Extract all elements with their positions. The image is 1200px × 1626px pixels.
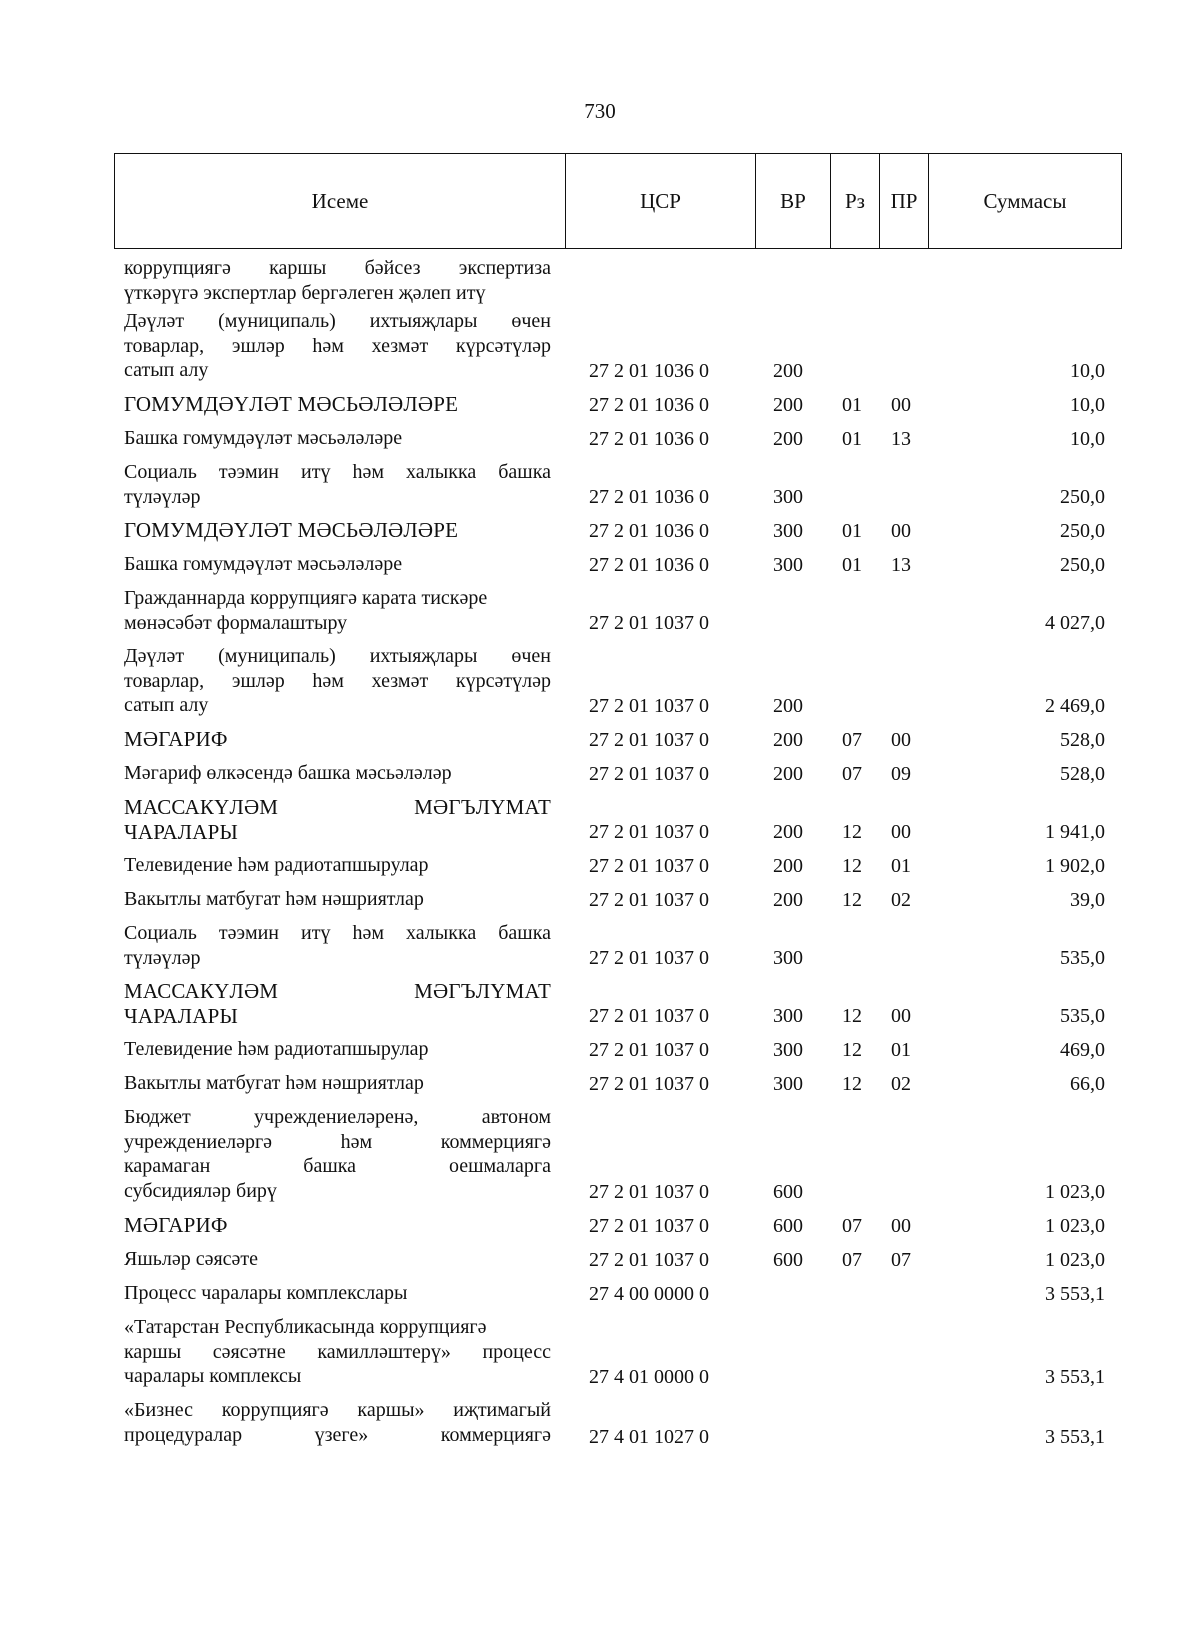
row-vr: 300 [773, 1073, 803, 1095]
row-pr: 00 [891, 394, 911, 416]
row-name-line: коррупциягә каршы бәйсез экспертиза [124, 257, 551, 279]
row-pr: 01 [891, 855, 911, 877]
row-rz: 07 [842, 729, 862, 751]
row-sum: 2 469,0 [1045, 695, 1105, 717]
row-sum: 535,0 [1060, 947, 1105, 969]
row-name-line: товарлар, эшләр һәм хезмәт күрсәтүләр [124, 334, 551, 357]
row-csr: 27 2 01 1037 0 [589, 763, 709, 785]
table-row [0, 975, 1200, 1033]
row-name [124, 518, 551, 543]
row-vr: 600 [773, 1215, 803, 1237]
header-sum: Суммасы [929, 154, 1122, 249]
table-row [0, 640, 1200, 723]
row-name-line: үткәрүгә экспертлар бергәлеген җәлеп итү [124, 281, 486, 304]
header-rz: Рз [831, 154, 880, 249]
row-name-line: Гражданнарда коррупциягә карата тискәре [124, 587, 488, 609]
row-rz: 12 [842, 1039, 862, 1061]
row-pr: 00 [891, 1005, 911, 1027]
row-csr: 27 2 01 1036 0 [589, 554, 709, 576]
row-name-line: МАССАКҮЛӘМ МӘГЪЛҮМАТ [124, 979, 551, 1003]
row-name-line: сатып алу [124, 694, 209, 717]
row-name [124, 887, 551, 912]
table-row [0, 917, 1200, 975]
row-name-line: Вакытлы матбугат һәм нәшриятлар [124, 1072, 424, 1094]
row-name-line: Башка гомумдәүләт мәсьәләләре [124, 553, 403, 575]
row-name-line: түләүләр [124, 485, 201, 508]
row-sum: 1 023,0 [1045, 1215, 1105, 1237]
table-row [0, 1101, 1200, 1209]
row-csr: 27 4 01 0000 0 [589, 1366, 709, 1388]
row-pr: 09 [891, 763, 911, 785]
row-name [124, 644, 551, 718]
row-name [124, 426, 551, 451]
table-header [114, 153, 1122, 249]
row-vr: 600 [773, 1181, 803, 1203]
row-pr: 00 [891, 729, 911, 751]
row-name-line: Социаль тәэмин итү һәм халыкка башка [124, 922, 551, 944]
table-row [0, 849, 1200, 883]
row-name-line: ЧАРАЛАРЫ [124, 1003, 238, 1028]
row-name-line: Дәүләт (муниципаль) ихтыяҗлары өчен [124, 310, 551, 332]
row-rz: 12 [842, 889, 862, 911]
row-vr: 300 [773, 520, 803, 542]
row-vr: 300 [773, 486, 803, 508]
row-name-line: Социаль тәэмин итү һәм халыкка башка [124, 461, 551, 483]
row-csr: 27 2 01 1037 0 [589, 729, 709, 751]
row-name-line: МӘГАРИФ [124, 1213, 228, 1237]
header-csr: ЦСР [566, 154, 756, 249]
table-row [0, 252, 1200, 305]
row-name-line: Телевидение һәм радиотапшырулар [124, 1038, 429, 1060]
row-rz: 12 [842, 821, 862, 843]
row-csr: 27 2 01 1037 0 [589, 1005, 709, 1027]
row-rz: 01 [842, 554, 862, 576]
header-pr: ПР [880, 154, 929, 249]
row-csr: 27 2 01 1037 0 [589, 1181, 709, 1203]
row-pr: 01 [891, 1039, 911, 1061]
row-name-line: түләүләр [124, 946, 201, 969]
row-rz: 01 [842, 394, 862, 416]
row-vr: 200 [773, 428, 803, 450]
row-sum: 250,0 [1060, 520, 1105, 542]
row-rz: 07 [842, 763, 862, 785]
row-name-line: товарлар, эшләр һәм хезмәт күрсәтүләр [124, 669, 551, 692]
row-csr: 27 2 01 1037 0 [589, 889, 709, 911]
row-name-line: «Татарстан Республикасында коррупциягә [124, 1316, 487, 1338]
row-csr: 27 2 01 1036 0 [589, 486, 709, 508]
row-name [124, 1071, 551, 1096]
table-row [0, 1067, 1200, 1101]
row-vr: 200 [773, 855, 803, 877]
row-name-line: Мәгариф өлкәсендә башка мәсьәләләр [124, 762, 452, 784]
row-sum: 1 941,0 [1045, 821, 1105, 843]
row-name-line: карамаган башка оешмаларга [124, 1155, 551, 1178]
row-vr: 200 [773, 695, 803, 717]
row-name-line: Телевидение һәм радиотапшырулар [124, 854, 429, 876]
header-name: Исеме [115, 154, 566, 249]
row-csr: 27 2 01 1036 0 [589, 520, 709, 542]
row-sum: 528,0 [1060, 729, 1105, 751]
row-name [124, 1105, 551, 1203]
row-sum: 3 553,1 [1045, 1426, 1105, 1448]
row-pr: 07 [891, 1249, 911, 1271]
row-name-line: Процесс чаралары комплекслары [124, 1282, 408, 1304]
row-name [124, 256, 551, 305]
row-csr: 27 2 01 1037 0 [589, 1073, 709, 1095]
row-name [124, 727, 551, 752]
row-sum: 535,0 [1060, 1005, 1105, 1027]
row-vr: 200 [773, 729, 803, 751]
row-sum: 1 902,0 [1045, 855, 1105, 877]
row-vr: 300 [773, 1039, 803, 1061]
row-name [124, 853, 551, 878]
row-rz: 12 [842, 1005, 862, 1027]
table-row [0, 422, 1200, 456]
row-sum: 3 553,1 [1045, 1366, 1105, 1388]
header-vr: ВР [756, 154, 831, 249]
row-name [124, 460, 551, 509]
table-row [0, 582, 1200, 640]
row-name [124, 979, 551, 1028]
table-row [0, 1311, 1200, 1394]
page-number: 730 [584, 99, 616, 123]
table-row [0, 388, 1200, 422]
row-sum: 39,0 [1070, 889, 1105, 911]
row-name [124, 1315, 551, 1389]
row-vr: 200 [773, 360, 803, 382]
row-name-line: ГОМУМДӘҮЛӘТ МӘСЬӘЛӘЛӘРЕ [124, 392, 459, 416]
row-name-line: чаралары комплексы [124, 1365, 302, 1388]
table-row [0, 757, 1200, 791]
row-rz: 12 [842, 855, 862, 877]
row-sum: 10,0 [1070, 428, 1105, 450]
row-name [124, 392, 551, 417]
row-sum: 469,0 [1060, 1039, 1105, 1061]
row-pr: 02 [891, 1073, 911, 1095]
row-csr: 27 4 00 0000 0 [589, 1283, 709, 1305]
row-pr: 13 [891, 554, 911, 576]
row-csr: 27 2 01 1036 0 [589, 428, 709, 450]
row-name-line: МӘГАРИФ [124, 727, 228, 751]
row-vr: 300 [773, 947, 803, 969]
row-rz: 01 [842, 428, 862, 450]
row-name-line: субсидияләр бирү [124, 1179, 277, 1202]
table-row [0, 456, 1200, 514]
row-csr: 27 2 01 1037 0 [589, 612, 709, 634]
table-row [0, 548, 1200, 582]
row-name [124, 1213, 551, 1238]
row-name-line: Вакытлы матбугат һәм нәшриятлар [124, 888, 424, 910]
row-pr: 13 [891, 428, 911, 450]
row-vr: 200 [773, 889, 803, 911]
row-name-line: мөнәсәбәт формалаштыру [124, 611, 348, 634]
table-row [0, 1394, 1200, 1454]
row-name-line: МАССАКҮЛӘМ МӘГЪЛҮМАТ [124, 795, 551, 819]
row-sum: 1 023,0 [1045, 1181, 1105, 1203]
row-sum: 4 027,0 [1045, 612, 1105, 634]
row-sum: 250,0 [1060, 554, 1105, 576]
row-name-line: Башка гомумдәүләт мәсьәләләре [124, 427, 403, 449]
row-name [124, 1398, 551, 1447]
row-vr: 300 [773, 554, 803, 576]
row-name [124, 761, 551, 786]
row-rz: 07 [842, 1249, 862, 1271]
row-name [124, 1281, 551, 1306]
row-name-line: Дәүләт (муниципаль) ихтыяҗлары өчен [124, 645, 551, 667]
table-row [0, 1033, 1200, 1067]
row-sum: 250,0 [1060, 486, 1105, 508]
row-csr: 27 2 01 1037 0 [589, 1249, 709, 1271]
row-csr: 27 2 01 1037 0 [589, 1215, 709, 1237]
table-row [0, 791, 1200, 849]
row-csr: 27 2 01 1036 0 [589, 394, 709, 416]
row-name [124, 586, 551, 635]
table-row [0, 723, 1200, 757]
row-sum: 10,0 [1070, 360, 1105, 382]
table-row [0, 514, 1200, 548]
row-name [124, 309, 551, 383]
row-rz: 01 [842, 520, 862, 542]
row-csr: 27 2 01 1036 0 [589, 360, 709, 382]
row-name [124, 795, 551, 844]
row-rz: 07 [842, 1215, 862, 1237]
row-rz: 12 [842, 1073, 862, 1095]
row-csr: 27 4 01 1027 0 [589, 1426, 709, 1448]
row-pr: 00 [891, 821, 911, 843]
row-name [124, 1247, 551, 1272]
row-csr: 27 2 01 1037 0 [589, 821, 709, 843]
row-vr: 600 [773, 1249, 803, 1271]
row-sum: 528,0 [1060, 763, 1105, 785]
table-row [0, 883, 1200, 917]
row-csr: 27 2 01 1037 0 [589, 695, 709, 717]
row-name-line: каршы сәясәтне камилләштерү» процесс [124, 1340, 551, 1363]
row-sum: 10,0 [1070, 394, 1105, 416]
table-row [0, 305, 1200, 388]
row-vr: 200 [773, 394, 803, 416]
row-csr: 27 2 01 1037 0 [589, 947, 709, 969]
row-sum: 1 023,0 [1045, 1249, 1105, 1271]
row-pr: 00 [891, 1215, 911, 1237]
row-name-line: учреждениеләргә һәм коммерциягә [124, 1130, 551, 1153]
row-pr: 02 [891, 889, 911, 911]
row-sum: 66,0 [1070, 1073, 1105, 1095]
row-name-line: ГОМУМДӘҮЛӘТ МӘСЬӘЛӘЛӘРЕ [124, 518, 459, 542]
row-csr: 27 2 01 1037 0 [589, 1039, 709, 1061]
row-name [124, 921, 551, 970]
row-vr: 300 [773, 1005, 803, 1027]
table-row [0, 1209, 1200, 1243]
row-name-line: сатып алу [124, 359, 209, 382]
row-csr: 27 2 01 1037 0 [589, 855, 709, 877]
row-name-line: ЧАРАЛАРЫ [124, 819, 238, 844]
row-pr: 00 [891, 520, 911, 542]
row-name [124, 552, 551, 577]
row-name-line: процедуралар үзеге» коммерциягә [124, 1423, 551, 1446]
row-name-line: Яшьләр сәясәте [124, 1248, 259, 1270]
table-row [0, 1277, 1200, 1311]
row-vr: 200 [773, 821, 803, 843]
row-sum: 3 553,1 [1045, 1283, 1105, 1305]
table-row [0, 1243, 1200, 1277]
row-name [124, 1037, 551, 1062]
row-name-line: Бюджет учреждениеләренә, автоном [124, 1106, 551, 1128]
row-name-line: «Бизнес коррупциягә каршы» иҗтимагый [124, 1399, 551, 1421]
row-vr: 200 [773, 763, 803, 785]
